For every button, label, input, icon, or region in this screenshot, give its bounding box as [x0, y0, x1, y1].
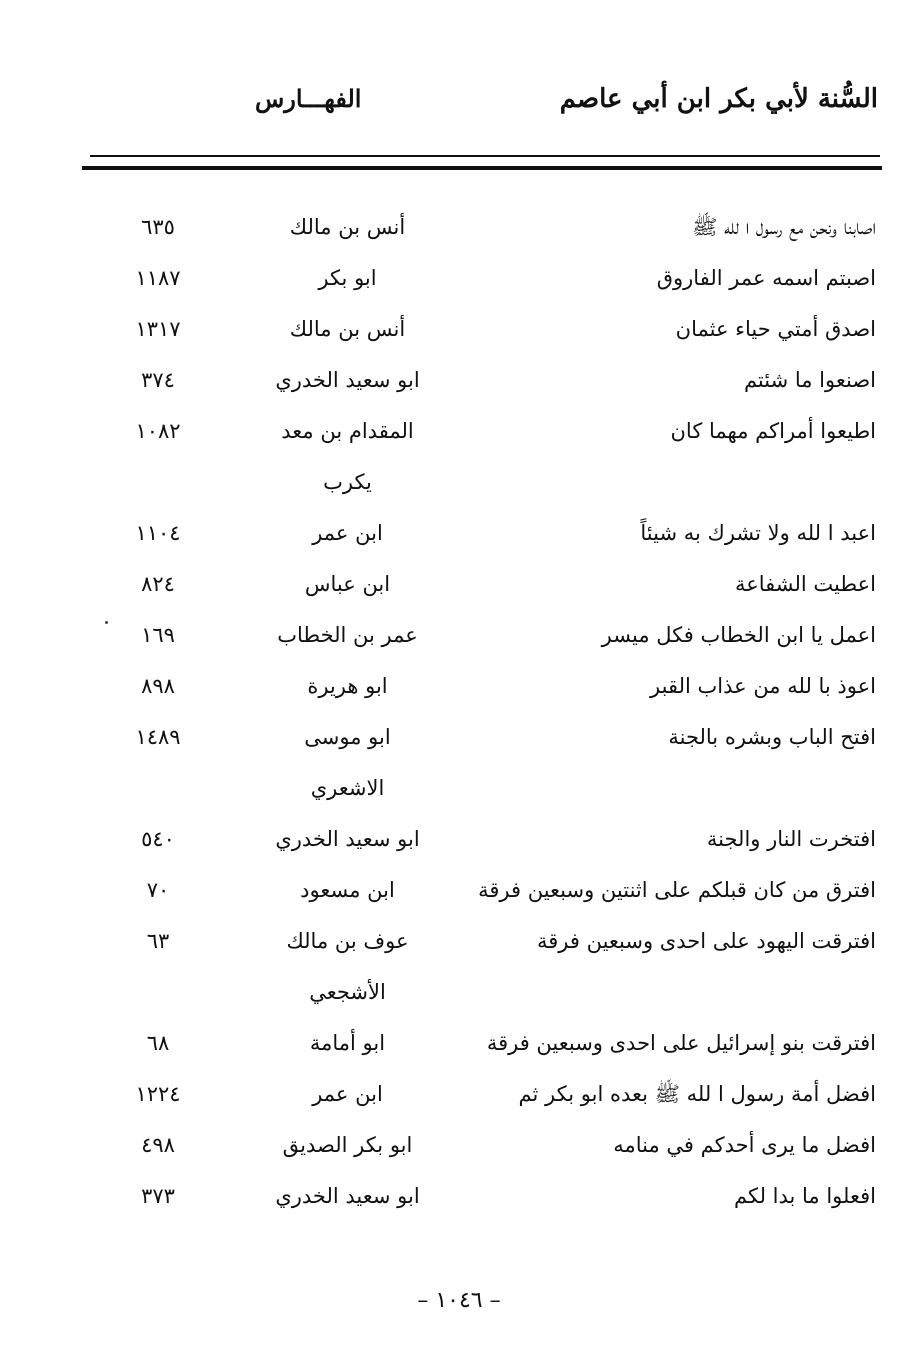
index-row	[0, 663, 918, 714]
hadith-number: ١٦٩	[141, 623, 175, 647]
index-table	[0, 204, 918, 1224]
index-row	[0, 1122, 918, 1173]
narrator: أنس بن مالك	[289, 215, 406, 239]
index-row	[0, 510, 918, 561]
narrator: الأشجعي	[309, 980, 386, 1004]
hadith-text: اصبتم اسمه عمر الفاروق	[656, 266, 876, 290]
index-row	[0, 1173, 918, 1224]
book-title: السُّنة لأبي بكر ابن أبي عاصم	[559, 84, 878, 114]
hadith-number: ٦٣٥	[141, 215, 175, 239]
hadith-text: اعمل يا ابن الخطاب فكل ميسر	[601, 623, 876, 647]
hadith-text: اصنعوا ما شئتم	[743, 368, 876, 392]
index-row	[0, 255, 918, 306]
narrator: ابن مسعود	[300, 878, 395, 902]
hadith-text: اطيعوا أمراكم مهما كان	[670, 419, 876, 443]
index-row	[0, 408, 918, 459]
hadith-number: ٣٧٣	[141, 1184, 175, 1208]
hadith-text: افضل ما يرى أحدكم في منامه	[613, 1133, 876, 1157]
hadith-number: ٨٩٨	[141, 674, 175, 698]
narrator: أنس بن مالك	[289, 317, 406, 341]
hadith-text: افعلوا ما بدا لكم	[734, 1184, 876, 1208]
hadith-text: افترقت اليهود على احدى وسبعين فرقة	[537, 929, 876, 953]
hadith-text: اعوذ با لله من عذاب القبر	[650, 674, 876, 698]
narrator: ابو سعيد الخدري	[275, 827, 420, 851]
narrator: ابن عمر	[312, 521, 383, 545]
narrator: ابو موسى	[304, 725, 391, 749]
narrator: الاشعري	[310, 776, 385, 800]
hadith-text: اصدق أمتي حياء عثمان	[675, 317, 876, 341]
hadith-number: ٦٣	[146, 929, 170, 953]
index-row	[0, 714, 918, 765]
index-row	[0, 357, 918, 408]
index-row	[0, 867, 918, 918]
narrator: ابن عباس	[304, 572, 391, 596]
narrator: ابو بكر الصديق	[282, 1133, 413, 1157]
header-rule-thick	[82, 166, 882, 170]
index-row	[0, 612, 918, 663]
section-title: الفهـــارس	[255, 84, 362, 113]
narrator: ابو سعيد الخدري	[275, 1184, 420, 1208]
hadith-number: ٥٤٠	[141, 827, 175, 851]
hadith-number: ٤٩٨	[141, 1133, 175, 1157]
index-row	[0, 561, 918, 612]
hadith-text: افترق من كان قبلكم على اثنتين وسبعين فرقة	[478, 878, 876, 902]
narrator: ابو سعيد الخدري	[275, 368, 420, 392]
narrator: يكرب	[323, 470, 372, 494]
hadith-number: ١١٠٤	[135, 521, 181, 545]
hadith-text: اصابنا ونحن مع رسول ا لله ﷺ	[692, 215, 876, 239]
narrator: ابو بكر	[318, 266, 377, 290]
hadith-number: ٣٧٤	[141, 368, 175, 392]
narrator: ابن عمر	[312, 1082, 383, 1106]
narrator: عمر بن الخطاب	[277, 623, 418, 647]
index-row	[0, 306, 918, 357]
narrator: عوف بن مالك	[286, 929, 409, 953]
hadith-number: ١٣١٧	[135, 317, 181, 341]
hadith-number: ١١٨٧	[135, 266, 181, 290]
hadith-number: ٧٠	[146, 878, 170, 902]
index-row	[0, 816, 918, 867]
narrator: ابو هريرة	[307, 674, 388, 698]
header-rule-thin	[90, 155, 880, 157]
index-row	[0, 918, 918, 969]
page-number: – ١٠٤٦ –	[417, 1288, 501, 1313]
hadith-text: افترقت بنو إسرائيل على احدى وسبعين فرقة	[486, 1031, 876, 1055]
index-row	[0, 969, 918, 1020]
hadith-text: افضل أمة رسول ا لله ﷺ بعده ابو بكر ثم	[518, 1082, 876, 1106]
index-row	[0, 1020, 918, 1071]
hadith-text: اعبد ا لله ولا تشرك به شيئاً	[640, 521, 876, 545]
narrator: ابو أمامة	[309, 1031, 386, 1055]
hadith-number: ٨٢٤	[141, 572, 175, 596]
hadith-number: ١٠٨٢	[135, 419, 181, 443]
hadith-number: ٦٨	[146, 1031, 170, 1055]
index-row	[0, 1071, 918, 1122]
narrator: المقدام بن معد	[281, 419, 414, 443]
index-row	[0, 765, 918, 816]
hadith-text: افتح الباب وبشره بالجنة	[668, 725, 876, 749]
hadith-text: اعطيت الشفاعة	[734, 572, 876, 596]
index-row	[0, 459, 918, 510]
hadith-number: ١٢٢٤	[135, 1082, 181, 1106]
hadith-text: افتخرت النار والجنة	[706, 827, 876, 851]
index-row	[0, 204, 918, 255]
hadith-number: ١٤٨٩	[135, 725, 181, 749]
